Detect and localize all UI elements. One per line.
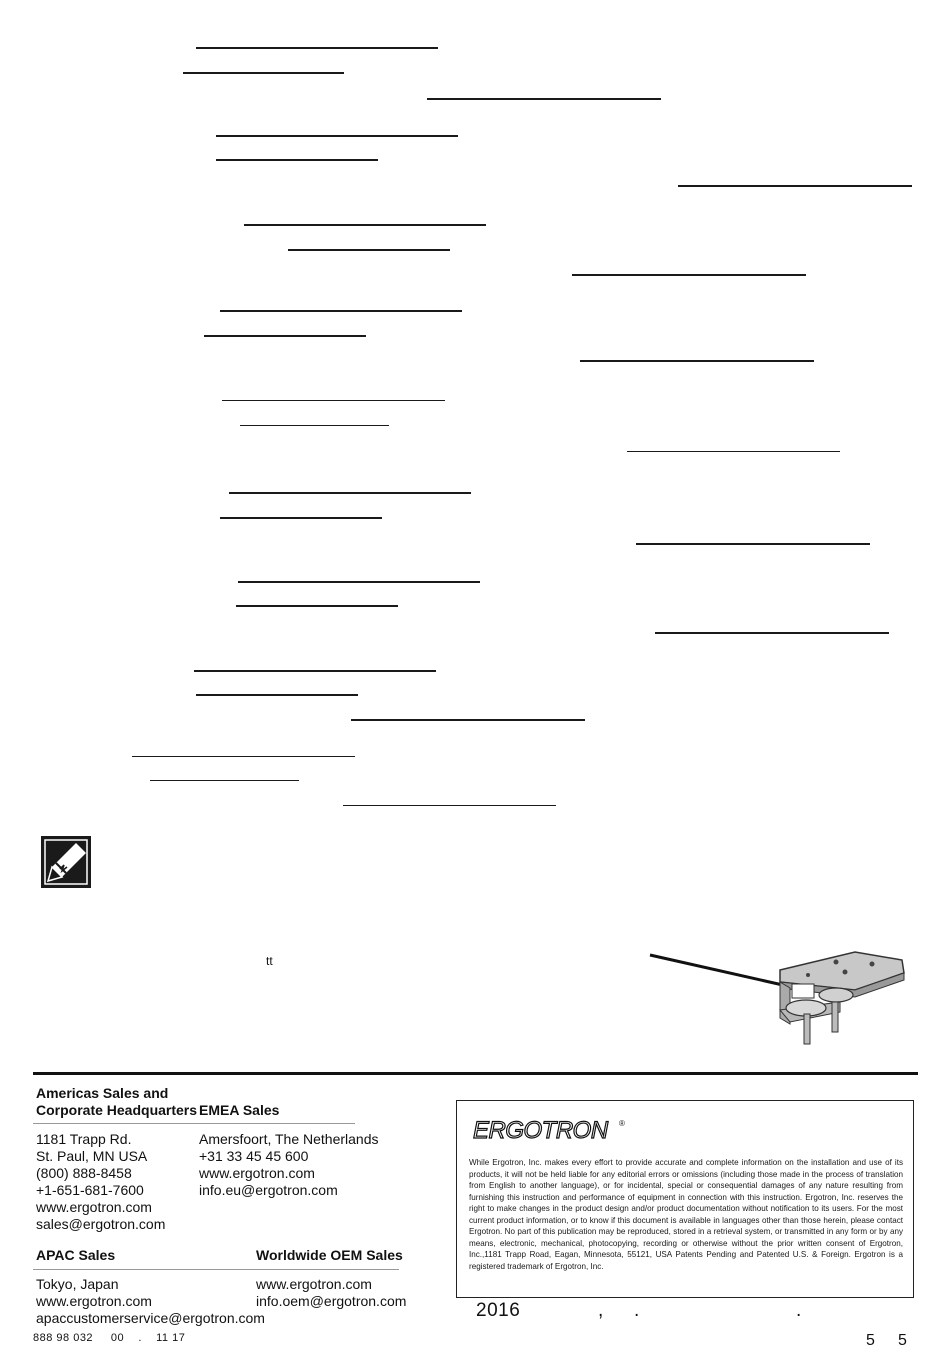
stray-text: tt [266,954,273,968]
oem-contact [256,1247,403,1264]
blank-line [343,805,556,806]
emea-line: info.eu@ergotron.com [199,1182,338,1198]
copyright-year: 2016 [476,1300,521,1321]
apac-contact [36,1247,115,1264]
blank-line [238,581,480,583]
emea-line: Amersfoort, The Netherlands [199,1131,379,1147]
blank-line [220,310,462,312]
doc-number: 888 98 032 [33,1332,94,1344]
americas-heading-line2: Corporate Headquarters [36,1102,198,1118]
apac-heading: APAC Sales [36,1247,116,1263]
blank-line [183,72,344,74]
blank-line [150,780,299,781]
blank-line [196,694,358,696]
blank-line [216,135,458,137]
doc-dot: . [138,1332,142,1344]
oem-heading: Worldwide OEM Sales [256,1247,403,1263]
blank-line [351,719,585,721]
emea-line: +31 33 45 45 600 [199,1148,309,1164]
emea-line: www.ergotron.com [199,1165,315,1181]
americas-line: sales@ergotron.com [36,1216,166,1232]
americas-line: 1181 Trapp Rd. [36,1131,132,1147]
contact-separator [33,1269,399,1270]
apac-details [36,1276,265,1327]
blank-line [216,159,378,161]
footer-divider [33,1072,918,1075]
apac-line: apaccustomerservice@ergotron.com [36,1310,265,1326]
americas-details [36,1131,165,1233]
ergotron-logo [473,1117,633,1143]
americas-contact [36,1085,197,1119]
oem-line: info.oem@ergotron.com [256,1293,407,1309]
blank-line [240,425,389,426]
americas-heading-line1: Americas Sales and [36,1085,169,1101]
blank-line [244,224,486,226]
emea-details [199,1131,379,1199]
blank-line [580,360,814,362]
footer-dot: . [634,1300,640,1321]
blank-line [572,274,806,276]
apac-line: Tokyo, Japan [36,1276,119,1292]
contact-separator [33,1123,355,1124]
blank-line [655,632,889,634]
footer-comma: , [598,1300,604,1321]
blank-line [229,492,471,494]
apac-line: www.ergotron.com [36,1293,152,1309]
blank-line [132,756,355,757]
page-number: 5 [866,1332,875,1349]
pencil-note-icon [40,835,92,889]
oem-details [256,1276,406,1310]
svg-text:®: ® [619,1119,625,1128]
document-number [33,1332,185,1344]
blank-line [678,185,912,187]
blank-line [204,335,366,337]
doc-date: 11 17 [156,1332,186,1344]
footer-dot: . [796,1300,802,1321]
blank-line [427,98,661,100]
clamp-illustration [640,940,910,1055]
doc-rev: 00 [110,1332,125,1344]
blank-line [636,543,870,545]
americas-line: www.ergotron.com [36,1199,152,1215]
legal-disclaimer: While Ergotron, Inc. makes every effort to provide accurate and complete information on the installation and use of its products, it will not be held liable for any editorial errors or omissions (including those made in the process of translation from English to another language), or for incidental, special or consequential damages of any nature resulting from furnishing this instruction and performance of equipment in connection with this instruction. Ergotron, Inc. reserves the right to make changes in the product design and/or product documentation without notification to its users. For the most current product information, or to know if this document is available in languages other than those herein, please contact Ergotron. No part of this publication may be reproduced, stored in a retrieval system, or transmitted in any form or by any means, electronic, mechanical, photocopying, recording or otherwise without the prior written consent of Ergotron, Inc.,1181 Trapp Road, Eagan, Minnesota, 55121, USA Patents Pending and Patented U.S. & Foreign. Ergotron is a registered trademark of Ergotron, Inc. [469,1158,903,1271]
blank-line [288,249,450,251]
svg-text:ERGOTRON: ERGOTRON [473,1117,608,1143]
blank-line [220,517,382,519]
blank-line [236,605,398,607]
emea-contact [199,1102,279,1119]
legal-box [456,1100,914,1298]
blank-line [196,47,438,49]
emea-heading: EMEA Sales [199,1102,280,1118]
americas-line: (800) 888-8458 [36,1165,132,1181]
blank-line [222,400,445,401]
blank-line [194,670,436,672]
blank-line [627,451,840,452]
page-number: 5 [898,1332,907,1349]
oem-line: www.ergotron.com [256,1276,372,1292]
americas-line: St. Paul, MN USA [36,1148,148,1164]
americas-line: +1-651-681-7600 [36,1182,144,1198]
